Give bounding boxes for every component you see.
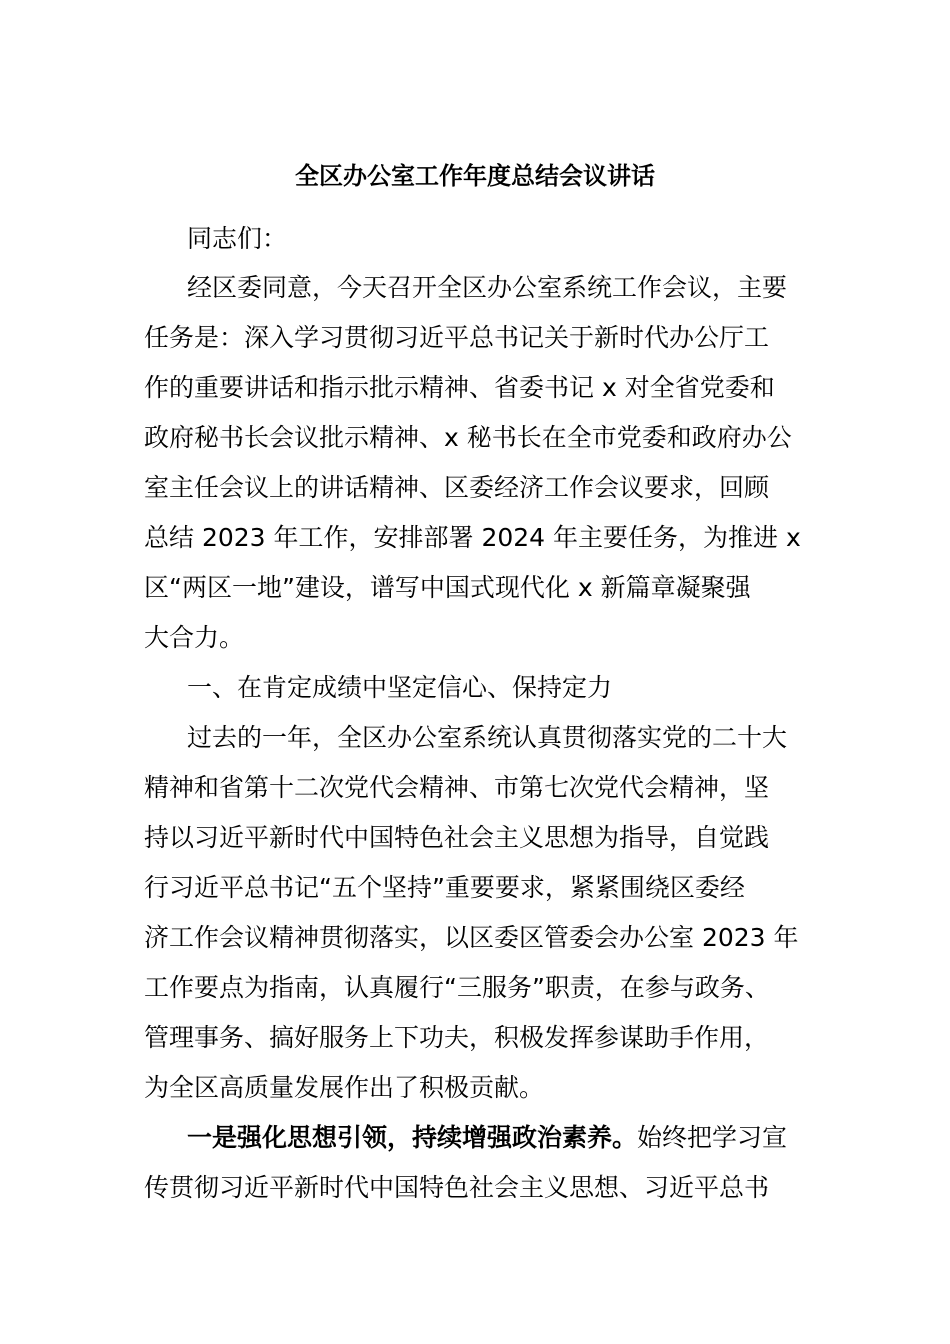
paragraph-line: 室主任会议上的讲话精神、区委经济工作会议要求，回顾 bbox=[144, 473, 770, 502]
paragraph-line: 持以习近平新时代中国特色社会主义思想为指导，自觉践 bbox=[144, 823, 770, 852]
paragraph-line: 总结 2023 年工作，安排部署 2024 年主要任务，为推进 x bbox=[144, 523, 801, 552]
paragraph-line: 管理事务、搞好服务上下功夫，积极发挥参谋助手作用， bbox=[144, 1023, 770, 1052]
lead-rest-text: 始终把学习宣 bbox=[637, 1123, 788, 1152]
section-heading: 一、在肯定成绩中坚定信心、保持定力 bbox=[187, 673, 613, 702]
paragraph-line: 大合力。 bbox=[144, 623, 245, 652]
bold-lead-text: 一是强化思想引领，持续增强政治素养。 bbox=[187, 1123, 638, 1152]
paragraph-line: 传贯彻习近平新时代中国特色社会主义思想、习近平总书 bbox=[144, 1173, 770, 1202]
document-title: 全区办公室工作年度总结会议讲话 bbox=[295, 162, 655, 190]
paragraph-line: 作的重要讲话和指示批示精神、省委书记 x 对全省党委和 bbox=[144, 373, 775, 402]
salutation: 同志们： bbox=[187, 224, 288, 253]
paragraph-line: 为全区高质量发展作出了积极贡献。 bbox=[144, 1073, 545, 1102]
paragraph-line: 精神和省第十二次党代会精神、市第七次党代会精神，坚 bbox=[144, 773, 770, 802]
paragraph-line: 区“两区一地”建设，谱写中国式现代化 x 新篇章凝聚强 bbox=[144, 573, 751, 602]
paragraph-line: 济工作会议精神贯彻落实，以区委区管委会办公室 2023 年 bbox=[144, 923, 799, 952]
paragraph-line: 任务是：深入学习贯彻习近平总书记关于新时代办公厅工 bbox=[144, 323, 770, 352]
paragraph-line: 政府秘书长会议批示精神、x 秘书长在全市党委和政府办公 bbox=[144, 423, 792, 452]
paragraph-line: 行习近平总书记“五个坚持”重要要求，紧紧围绕区委经 bbox=[144, 873, 745, 902]
paragraph-line: 工作要点为指南，认真履行“三服务”职责，在参与政务、 bbox=[144, 973, 770, 1002]
paragraph-line: 经区委同意，今天召开全区办公室系统工作会议，主要 bbox=[187, 273, 788, 302]
paragraph-line bbox=[187, 1120, 787, 1156]
paragraph-line: 过去的一年，全区办公室系统认真贯彻落实党的二十大 bbox=[187, 723, 788, 752]
